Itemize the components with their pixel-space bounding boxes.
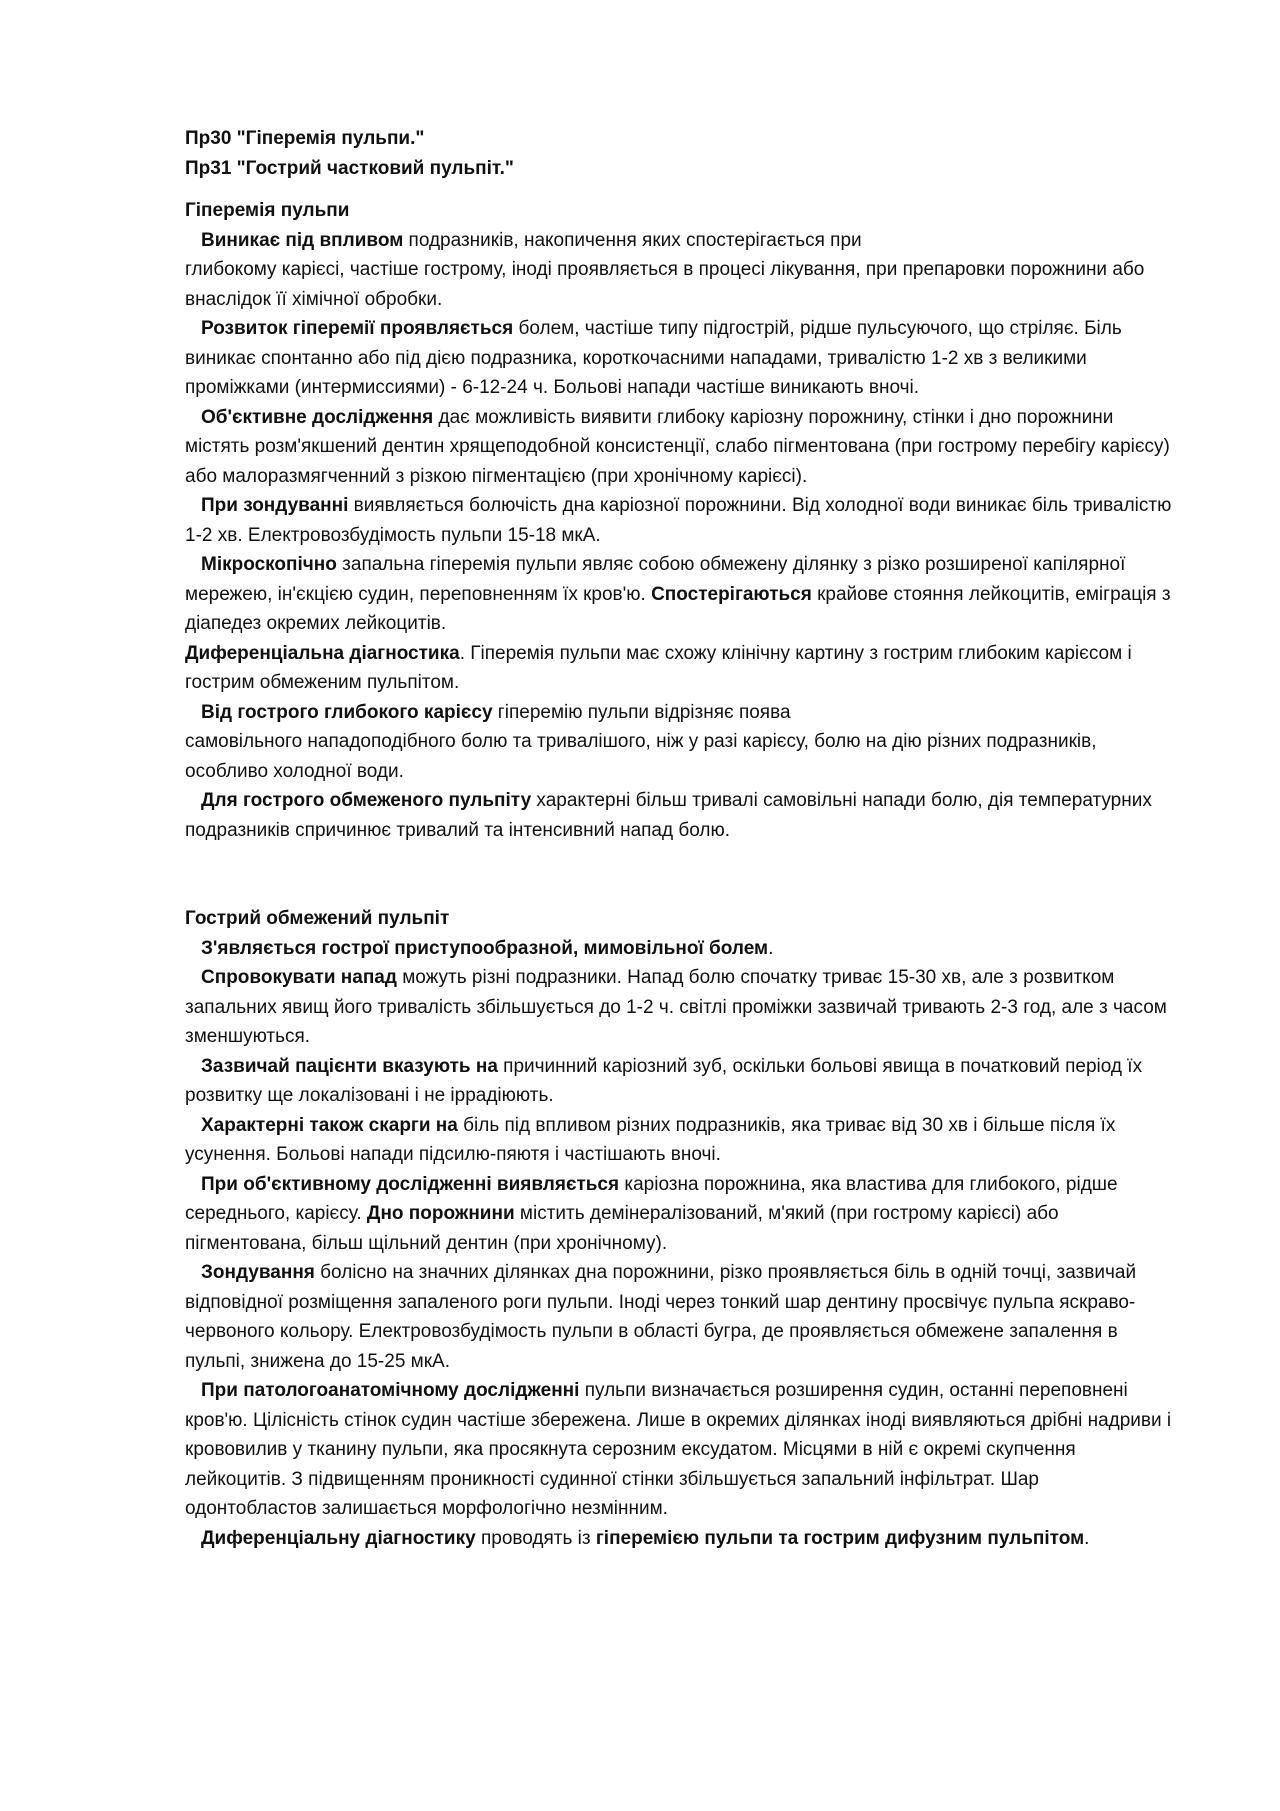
bold-phrase: Диференціальну діагностику	[201, 1527, 476, 1549]
bold-phrase: Об'єктивне дослідження	[201, 406, 434, 428]
bold-phrase: З'являється гострої приступообразной, мимовільної болем	[201, 937, 769, 959]
bold-phrase: Зазвичай пацієнти вказують на	[201, 1055, 498, 1077]
title-practical-31: Пр31 "Гострий частковий пульпіт."	[185, 157, 514, 179]
section-heading-acute-limited-pulpitis: Гострий обмежений пульпіт	[185, 908, 450, 929]
paragraph-vs-limited-pulpitis: Для гострого обмеженого пульпіту характерні більш тривалі самовільні напади болю, дія температурних подразників спричинює тривалий та інтенсивний напад болю.	[185, 790, 1152, 841]
bold-phrase: Виникає під впливом	[201, 229, 404, 251]
paragraph-onset: З'являється гострої приступообразной, мимовільної болем.	[201, 937, 774, 959]
paragraph-differential-diagnosis: Диференціальна діагностика. Гіперемія пульпи має схожу клінічну картину з гострим глибоким карієсом і гострим обмеженим пульпітом.	[185, 642, 1132, 693]
bold-phrase: Зондування	[201, 1262, 315, 1283]
paragraph-patient-indication: Зазвичай пацієнти вказують на причинний каріозний зуб, оскільки больові явища в початковий період їх розвитку ще локалізовані і не іррадіюють.	[185, 1055, 1143, 1106]
paragraph-development: Розвиток гіперемії проявляється болем, частіше типу підгострій, рідше пульсуючого, що стріляє. Біль виникає спонтанно або під дією подразника, короткочасними нападами, тривалістю 1-2 хв з великими проміжками (интермиссиями) - 6-12-24 ч. Больові напади частіше виникають вночі.	[185, 318, 1122, 398]
paragraph-complaints: Характерні також скарги на біль під впливом різних подразників, яка триває від 30 хв і більше після їх усунення. Больові напади підсилю-пяютя і частішають вночі.	[185, 1114, 1116, 1165]
bold-phrase: Диференціальна діагностика	[185, 642, 460, 664]
bold-phrase: При зондуванні	[201, 495, 349, 516]
bold-phrase: Характерні також скарги на	[201, 1114, 458, 1136]
section-heading-hyperemia: Гіперемія пульпи	[185, 200, 350, 221]
document-page	[185, 124, 1175, 1553]
bold-phrase: Спостерігаються	[651, 583, 812, 605]
bold-phrase: гіперемією пульпи та гострим дифузним пульпітом	[595, 1527, 1085, 1549]
paragraph-differential-diagnosis-2: Диференціальну діагностику проводять із гіперемією пульпи та гострим дифузним пульпітом.	[201, 1527, 1090, 1549]
bold-phrase: Спровокувати напад	[201, 967, 397, 988]
bold-phrase: Для гострого обмеженого пульпіту	[201, 790, 532, 811]
paragraph-triggers: Спровокувати напад можуть різні подразники. Напад болю спочатку триває 15-30 хв, але з розвитком запальних явищ його тривалість збільшується до 1-2 ч. світлі проміжки зазвичай тривають 2-3 год, але з часом зменшуються.	[185, 967, 1167, 1047]
document-titles	[185, 124, 1175, 183]
paragraph-cause: Виникає під впливом подразників, накопичення яких спостерігається при глибокому карієсі, частіше гострому, іноді проявляється в процесі лікування, при препаровки порожнини або внаслідок її хімічної обробки.	[185, 229, 1145, 310]
bold-phrase: Мікроскопічно	[201, 554, 337, 575]
title-practical-30: Пр30 "Гіперемія пульпи."	[185, 128, 425, 149]
section-gap	[185, 845, 1175, 904]
bold-phrase: При об'єктивному дослідженні виявляється	[201, 1173, 620, 1195]
paragraph-microscopy: Мікроскопічно запальна гіперемія пульпи являє собою обмежену ділянку з різко розширеної капілярної мережею, ін'єкцією судин, переповненням їх кров'ю. Спостерігаються крайове стояння лейкоцитів, еміграція з діапедез окремих лейкоцитів.	[185, 554, 1171, 634]
bold-phrase: Розвиток гіперемії проявляється	[201, 318, 514, 339]
bold-phrase: Дно порожнини	[366, 1203, 515, 1224]
paragraph-objective-exam-2: При об'єктивному дослідженні виявляється каріозна порожнина, яка властива для глибокого, рідше середнього, карієсу. Дно порожнини містить демінералізований, м'який (при гострому карієсі) або пігментована, більш щільний дентин (при хронічному).	[185, 1173, 1118, 1254]
paragraph-pathology: При патологоанатомічному дослідженні пульпи визначається розширення судин, останні переповнені кров'ю. Цілісність стінок судин частіше збережена. Лише в окремих ділянках іноді виявляються дрібні надриви і крововилив у тканину пульпи, яка просякнута серозним ексудатом. Місцями в ній є окремі скупчення лейкоцитів. З підвищенням проникності судинної стінки збільшується запальний інфільтрат. Шар одонтобластов залишається морфологічно незмінним.	[185, 1380, 1172, 1519]
paragraph-objective-exam: Об'єктивне дослідження дає можливість виявити глибоку каріозну порожнину, стінки і дно порожнини містять розм'якшений дентин хрящеподобной консистенції, слабо пігментована (при гострому перебігу карієсу) або малоразмягченний з різкою пігментацією (при хронічному карієсі).	[185, 406, 1170, 487]
paragraph-probing: При зондуванні виявляється болючість дна каріозної порожнини. Від холодної води виникає біль тривалістю 1-2 хв. Електровозбудімость пульпи 15-18 мкА.	[185, 495, 1172, 546]
paragraph-probing-2: Зондування болісно на значних ділянках дна порожнини, різко проявляється біль в одній точці, зазвичай відповідної розміщення запаленого роги пульпи. Іноді через тонкий шар дентину просвічує пульпа яскраво-червоного кольору. Електровозбудімость пульпи в області бугра, де проявляється обмежене запалення в пульпі, знижена до 15-25 мкА.	[185, 1262, 1137, 1372]
paragraph-vs-deep-caries: Від гострого глибокого карієсу гіперемію пульпи відрізняє поява самовільного нападоподібного болю та тривалішого, ніж у разі карієсу, болю на дію різних подразників, особливо холодної води.	[185, 701, 1097, 782]
bold-phrase: При патологоанатомічному дослідженні	[201, 1380, 580, 1401]
bold-phrase: Від гострого глибокого карієсу	[201, 701, 493, 723]
